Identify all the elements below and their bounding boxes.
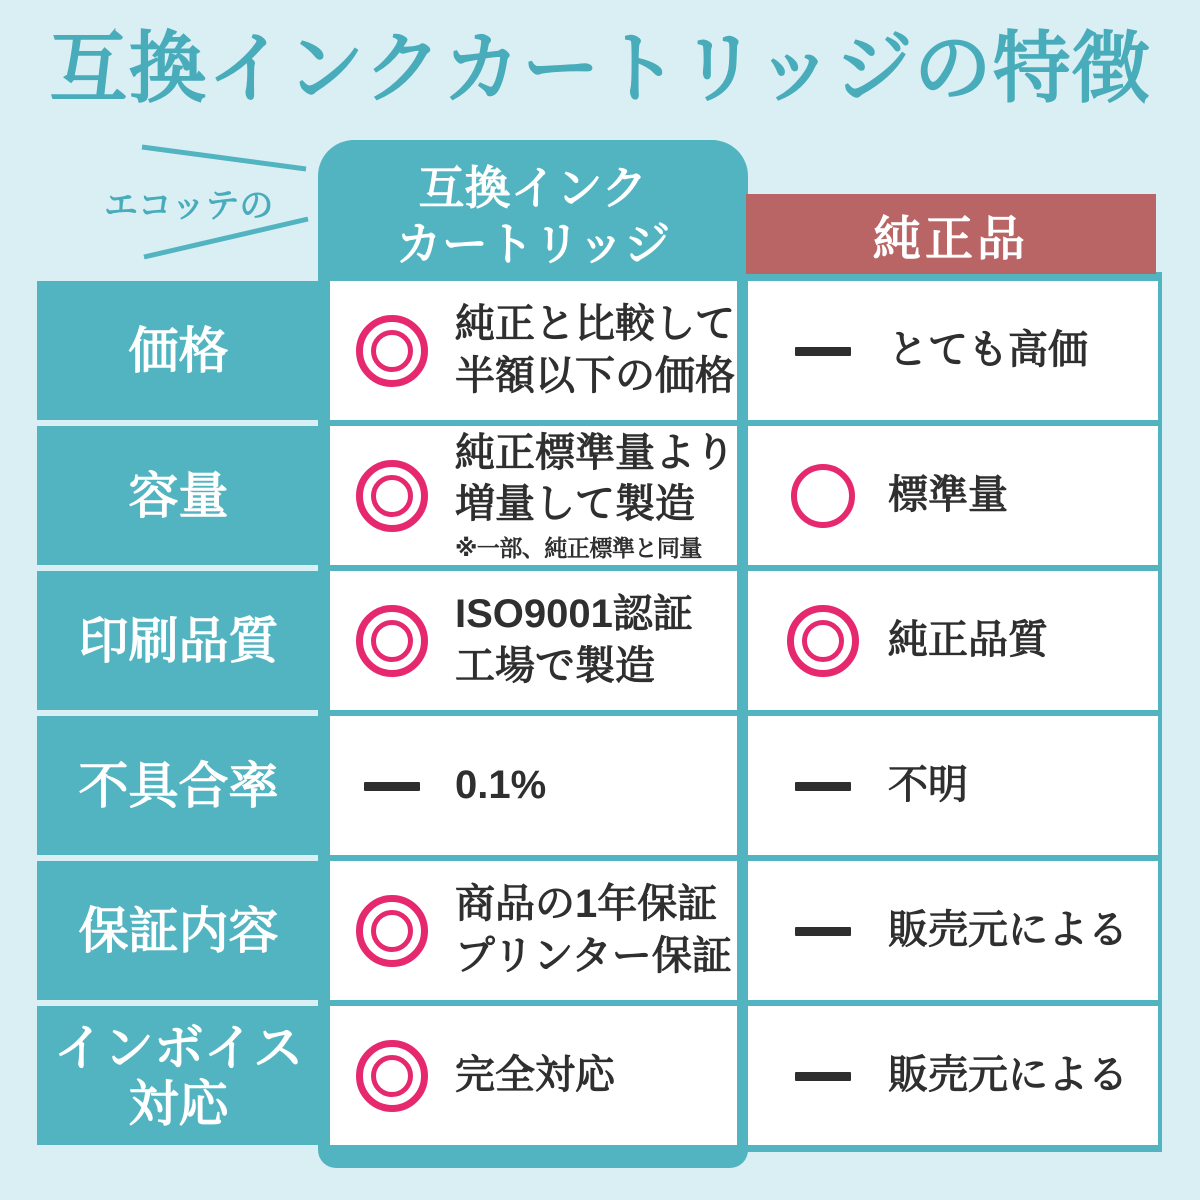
genuine-column-header: 純正品: [746, 194, 1156, 274]
double-circle-icon: [355, 314, 429, 388]
double-circle-icon: [786, 604, 860, 678]
table-row: [0, 861, 1200, 1000]
row-label-print-quality: 印刷品質: [37, 571, 320, 710]
compat-cell-warranty: [330, 861, 737, 1000]
table-row: [0, 571, 1200, 710]
compat-text-capacity: [455, 428, 735, 564]
cell-line: 不明: [888, 762, 968, 807]
brand-label-group: [98, 138, 318, 268]
compat-text-invoice: [455, 1050, 615, 1101]
table-row: [0, 281, 1200, 420]
genuine-cell-warranty: [748, 861, 1158, 1000]
row-label-defect-rate: 不具合率: [37, 716, 320, 855]
cell-line: 販売元による: [888, 1052, 1128, 1097]
cell-line: 純正標準量より: [455, 430, 735, 475]
cell-line: 半額以下の価格: [455, 353, 735, 398]
genuine-cell-capacity: [748, 426, 1158, 565]
cell-line: 販売元による: [888, 907, 1128, 952]
capacity-footnote: ※一部、純正標準と同量: [455, 534, 702, 561]
cell-line: 純正品質: [888, 617, 1048, 662]
row-label-capacity: 容量: [37, 426, 320, 565]
double-circle-icon: [355, 894, 429, 968]
genuine-text-defect-rate: [888, 760, 968, 811]
compat-text-price: [455, 299, 735, 401]
double-circle-icon: [355, 604, 429, 678]
compat-text-defect-rate: [455, 760, 546, 811]
genuine-text-price: [888, 325, 1088, 376]
row-label-invoice: インボイス対応: [37, 1006, 320, 1145]
dash-icon: [355, 749, 429, 823]
double-circle-icon: [355, 1039, 429, 1113]
row-label-price: 価格: [37, 281, 320, 420]
table-row: [0, 426, 1200, 565]
cell-line: 純正と比較して: [455, 302, 735, 347]
table-row: [0, 1006, 1200, 1145]
genuine-text-invoice: [888, 1050, 1128, 1101]
table-row: [0, 716, 1200, 855]
cell-line: ISO9001認証: [455, 592, 693, 637]
cell-line: プリンター保証: [455, 933, 732, 978]
circle-icon: [786, 459, 860, 533]
page-title: 互換インクカートリッジの特徴: [49, 24, 1151, 112]
cell-line: 完全対応: [455, 1052, 615, 1097]
row-label-warranty: 保証内容: [37, 861, 320, 1000]
cell-line: 増量して製造: [455, 481, 695, 526]
compat-text-print-quality: [455, 589, 693, 691]
genuine-cell-invoice: [748, 1006, 1158, 1145]
compat-cell-price: [330, 281, 737, 420]
compat-cell-capacity: [330, 426, 737, 565]
compat-cell-invoice: [330, 1006, 737, 1145]
compat-cell-print-quality: [330, 571, 737, 710]
genuine-cell-print-quality: [748, 571, 1158, 710]
cell-line: 商品の1年保証: [455, 882, 718, 927]
dash-icon: [786, 894, 860, 968]
compat-text-warranty: [455, 879, 732, 981]
brand-label: エコッテの: [104, 187, 274, 225]
genuine-text-print-quality: [888, 615, 1048, 666]
double-circle-icon: [355, 459, 429, 533]
compat-header-line2: カートリッジ: [395, 218, 671, 271]
genuine-text-capacity: [888, 470, 1008, 521]
dash-icon: [786, 314, 860, 388]
cell-line: 標準量: [888, 472, 1008, 517]
cell-line: 0.1%: [455, 762, 547, 807]
compat-column-header: [318, 160, 748, 272]
compat-cell-defect-rate: [330, 716, 737, 855]
compat-header-line1: 互換インク: [418, 162, 648, 214]
genuine-cell-defect-rate: [748, 716, 1158, 855]
cell-line: 工場で製造: [455, 643, 655, 688]
dash-icon: [786, 749, 860, 823]
cell-line: とても高価: [888, 327, 1088, 372]
dash-icon: [786, 1039, 860, 1113]
genuine-text-warranty: [888, 905, 1128, 956]
genuine-cell-price: [748, 281, 1158, 420]
